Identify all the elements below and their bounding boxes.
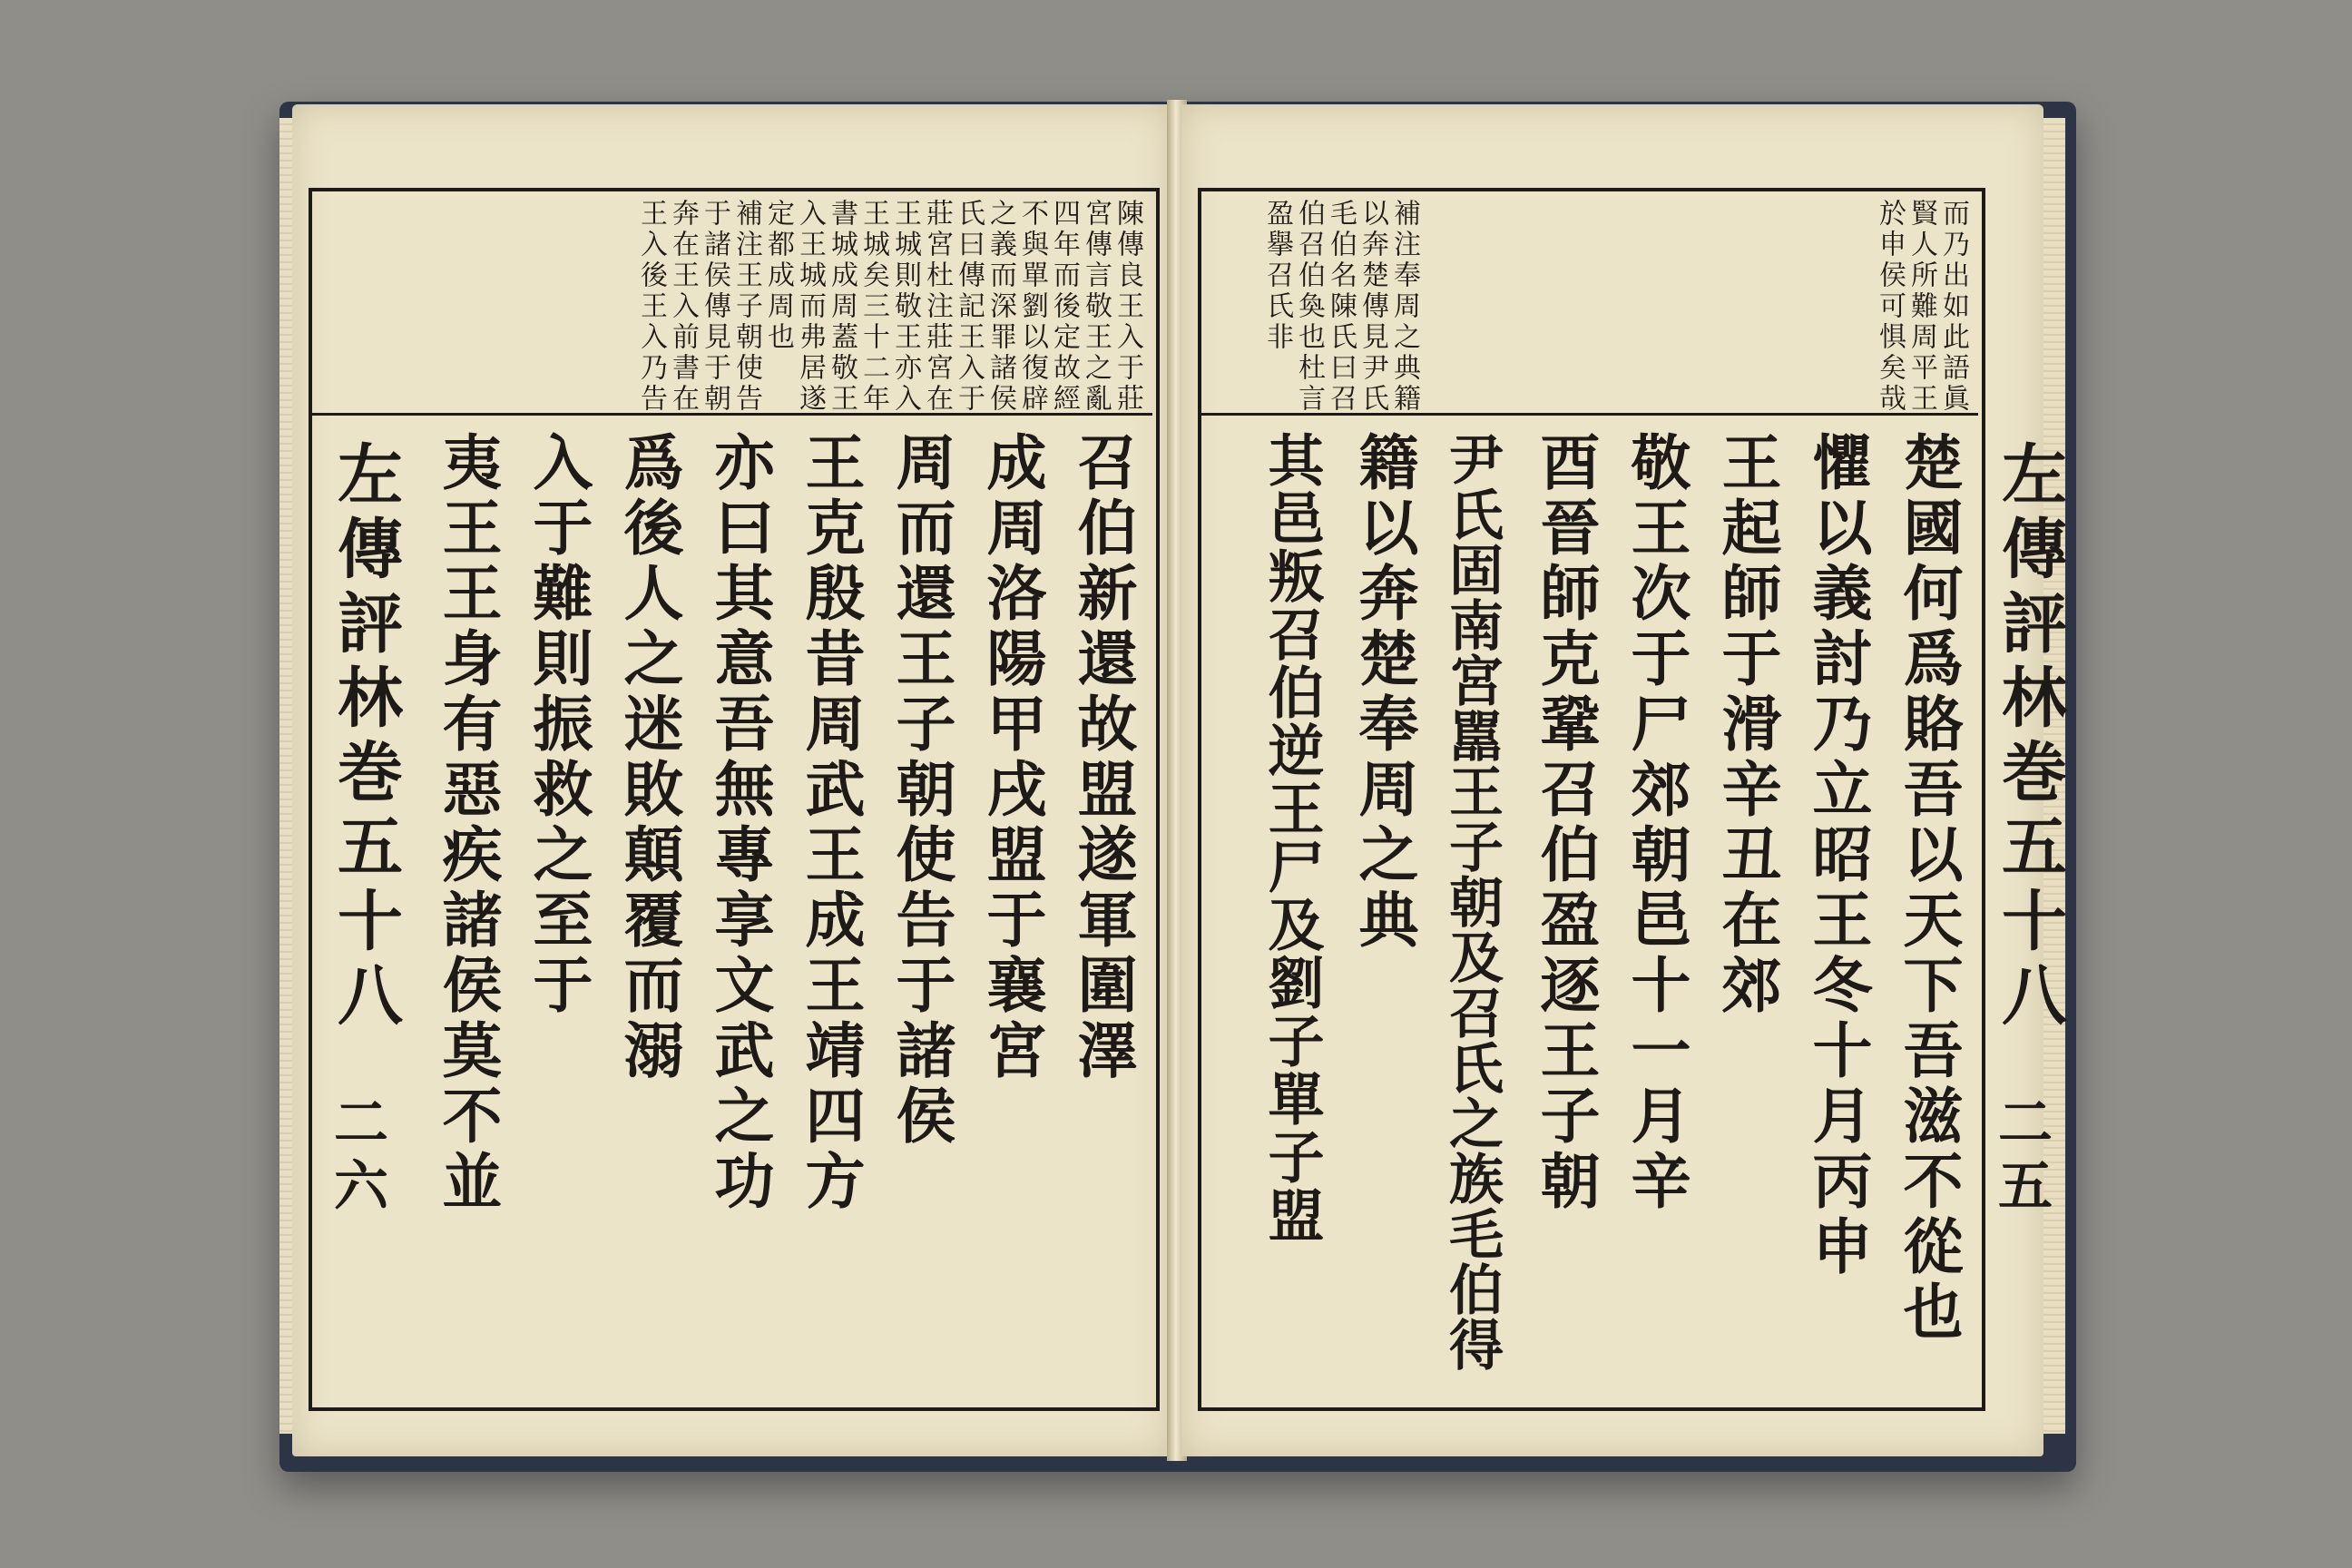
right-main-col-5: 酉晉師克鞏召伯盈逐王子朝 bbox=[1530, 431, 1601, 1215]
left-header-col-9: 王城矣三十二年 bbox=[858, 199, 889, 415]
left-main-col-7: 入于難則振救之至于 bbox=[523, 431, 593, 1019]
right-header-col-3: 於申侯可惧矣哉 bbox=[1874, 199, 1906, 415]
left-header-col-6: 氏曰傳記王入于 bbox=[953, 199, 985, 415]
left-header-col-3: 四年而後定故經 bbox=[1048, 199, 1080, 415]
right-main-col-6: 尹氏固南宮嚚王子朝及召氏之族毛伯得 bbox=[1440, 431, 1504, 1372]
left-header-col-1: 陳傳良王入于莊 bbox=[1112, 199, 1143, 415]
right-header-col-4: 補注奉周之典籍 bbox=[1388, 199, 1420, 415]
left-margin-title: 左傳評林巻五十八 bbox=[327, 440, 404, 1035]
right-header-col-6: 毛伯名陳氏曰召 bbox=[1325, 199, 1357, 415]
right-page bbox=[1181, 104, 2068, 1456]
left-header-col-2: 宮傳言敬王之亂 bbox=[1080, 199, 1112, 415]
right-margin-title: 左傳評林巻五十八 bbox=[1991, 440, 2068, 1035]
left-main-col-2: 成周洛陽甲戌盟于襄宮 bbox=[976, 431, 1047, 1084]
left-header-col-4: 不與單劉以復辟 bbox=[1016, 199, 1048, 415]
right-header-col-5: 以奔楚傳見尹氏 bbox=[1357, 199, 1388, 415]
right-main-col-7: 籍以奔楚奉周之典 bbox=[1348, 431, 1419, 954]
left-header-col-13: 補注王子朝使告 bbox=[730, 199, 762, 415]
left-header-col-11: 入王城而弗居遂 bbox=[794, 199, 826, 415]
left-header-col-10: 書城成周蓋敬王 bbox=[826, 199, 858, 415]
right-header-col-1: 而乃出如此語眞 bbox=[1937, 199, 1969, 415]
left-header-col-16: 王入後王入乃告 bbox=[635, 199, 667, 415]
left-main-col-4: 王克殷昔周武王成王靖四方 bbox=[795, 431, 866, 1215]
left-header-col-14: 于諸侯傳見于朝 bbox=[699, 199, 730, 415]
right-leaf-number: 二五 bbox=[1989, 1093, 2053, 1220]
left-page bbox=[292, 104, 1171, 1456]
right-main-col-1: 楚國何爲賂吾以天下吾滋不從也 bbox=[1893, 431, 1964, 1346]
left-main-col-5: 亦曰其意吾無專享文武之功 bbox=[704, 431, 775, 1215]
right-main-col-8: 其邑叛召伯逆王尸及劉子單子盟 bbox=[1259, 431, 1325, 1244]
right-header-col-2: 賢人所難周平王 bbox=[1906, 199, 1937, 415]
right-main-col-3: 王起師于滑辛丑在郊 bbox=[1711, 431, 1782, 1019]
left-header-col-5: 之義而深罪諸侯 bbox=[985, 199, 1016, 415]
left-header-col-7: 莊宮杜注莊宮在 bbox=[921, 199, 953, 415]
left-main-col-1: 召伯新還故盟遂軍圍澤 bbox=[1067, 431, 1138, 1084]
left-main-col-3: 周而還王子朝使告于諸侯 bbox=[886, 431, 956, 1150]
left-header-col-15: 奔在王入前書在 bbox=[667, 199, 699, 415]
left-main-col-6: 爲後人之迷敗顛覆而溺 bbox=[613, 431, 684, 1084]
right-header-col-7: 伯召伯奐也杜言 bbox=[1293, 199, 1325, 415]
right-main-col-2: 懼以義討乃立昭王冬十月丙申 bbox=[1802, 431, 1873, 1280]
left-leaf-number: 二六 bbox=[325, 1093, 388, 1220]
right-main-col-4: 敬王次于尸郊朝邑十一月辛 bbox=[1621, 431, 1691, 1215]
right-header-col-8: 盈擧召氏非 bbox=[1261, 199, 1293, 353]
left-header-col-8: 王城則敬王亦入 bbox=[889, 199, 921, 415]
left-main-col-8: 夷王王身有惡疾諸侯莫不並 bbox=[432, 431, 503, 1215]
left-header-col-12: 定都成周也 bbox=[762, 199, 794, 353]
